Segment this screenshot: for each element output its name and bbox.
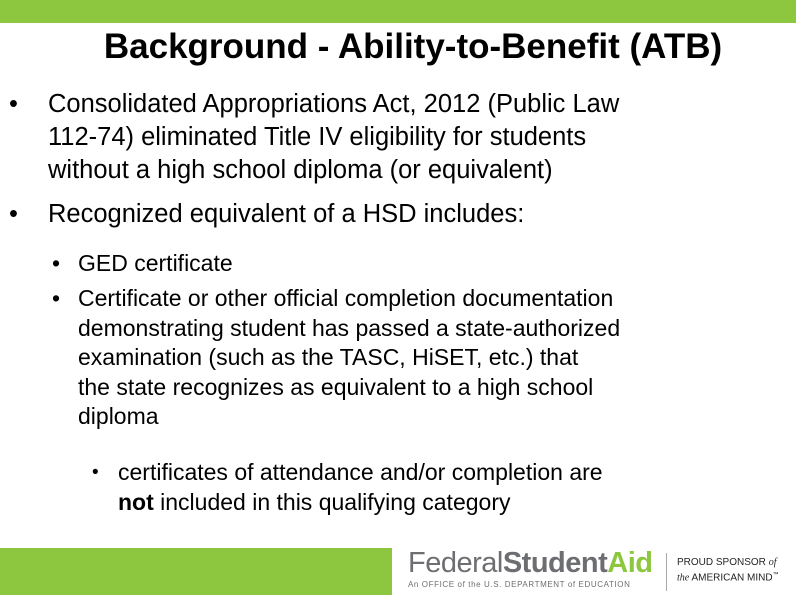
sponsor-the: the [677, 572, 690, 584]
bullet-line: the state recognizes as equivalent to a high school [78, 373, 594, 400]
bullet-dot: • [9, 200, 18, 228]
logo-aid: Aid [607, 547, 653, 579]
bullet-line: without a high school diploma (or equivalent) [48, 156, 553, 184]
sponsor-line1: PROUD SPONSOR [677, 557, 769, 568]
logo-federal: Federal [408, 547, 503, 579]
sub-bullet-ged [52, 249, 233, 279]
sponsor-of: of [768, 557, 777, 568]
bullet-line: Certificate or other official completion documentation [78, 285, 614, 311]
bullet-line: certificates of attendance and/or completion are [118, 459, 603, 485]
sponsor-american-mind: AMERICAN MIND [689, 572, 773, 584]
footer-divider [666, 553, 667, 591]
sub-bullet-certificate [52, 284, 621, 432]
bullet-line: GED certificate [78, 250, 233, 276]
sponsor-tm: ™ [772, 572, 779, 578]
footer-green-bar [0, 548, 392, 595]
bullet-line: diploma [78, 403, 159, 429]
bullet-line-rest: included in this qualifying category [153, 488, 511, 515]
top-accent-bar [0, 0, 796, 23]
bullet-recognized-equivalent [9, 198, 525, 231]
bullet-dot: • [92, 462, 99, 483]
emphasis-not: not [118, 488, 154, 515]
federal-student-aid-logo [408, 548, 658, 589]
bullet-line: examination (such as the TASC, HiSET, etc.) that [78, 344, 579, 370]
logo-student: Student [502, 547, 608, 579]
logo-subtitle: An OFFICE of the U.S. DEPARTMENT of EDUCATION [408, 580, 631, 589]
proud-sponsor-text [677, 556, 779, 584]
bullet-line: Consolidated Appropriations Act, 2012 (Public Law [48, 90, 620, 118]
bullet-consolidated-act [9, 88, 620, 187]
slide-title: Background - Ability-to-Benefit (ATB) [103, 27, 723, 66]
bullet-line [118, 488, 603, 518]
bullet-dot: • [52, 285, 61, 311]
bullet-line: 112-74) eliminated Title IV eligibility for students [48, 123, 587, 151]
sub-sub-bullet-attendance [92, 458, 603, 517]
bullet-line: Recognized equivalent of a HSD includes: [48, 200, 525, 228]
bullet-dot: • [52, 250, 61, 276]
bullet-dot: • [9, 90, 18, 118]
bullet-line: demonstrating student has passed a state-authorized [78, 314, 621, 341]
